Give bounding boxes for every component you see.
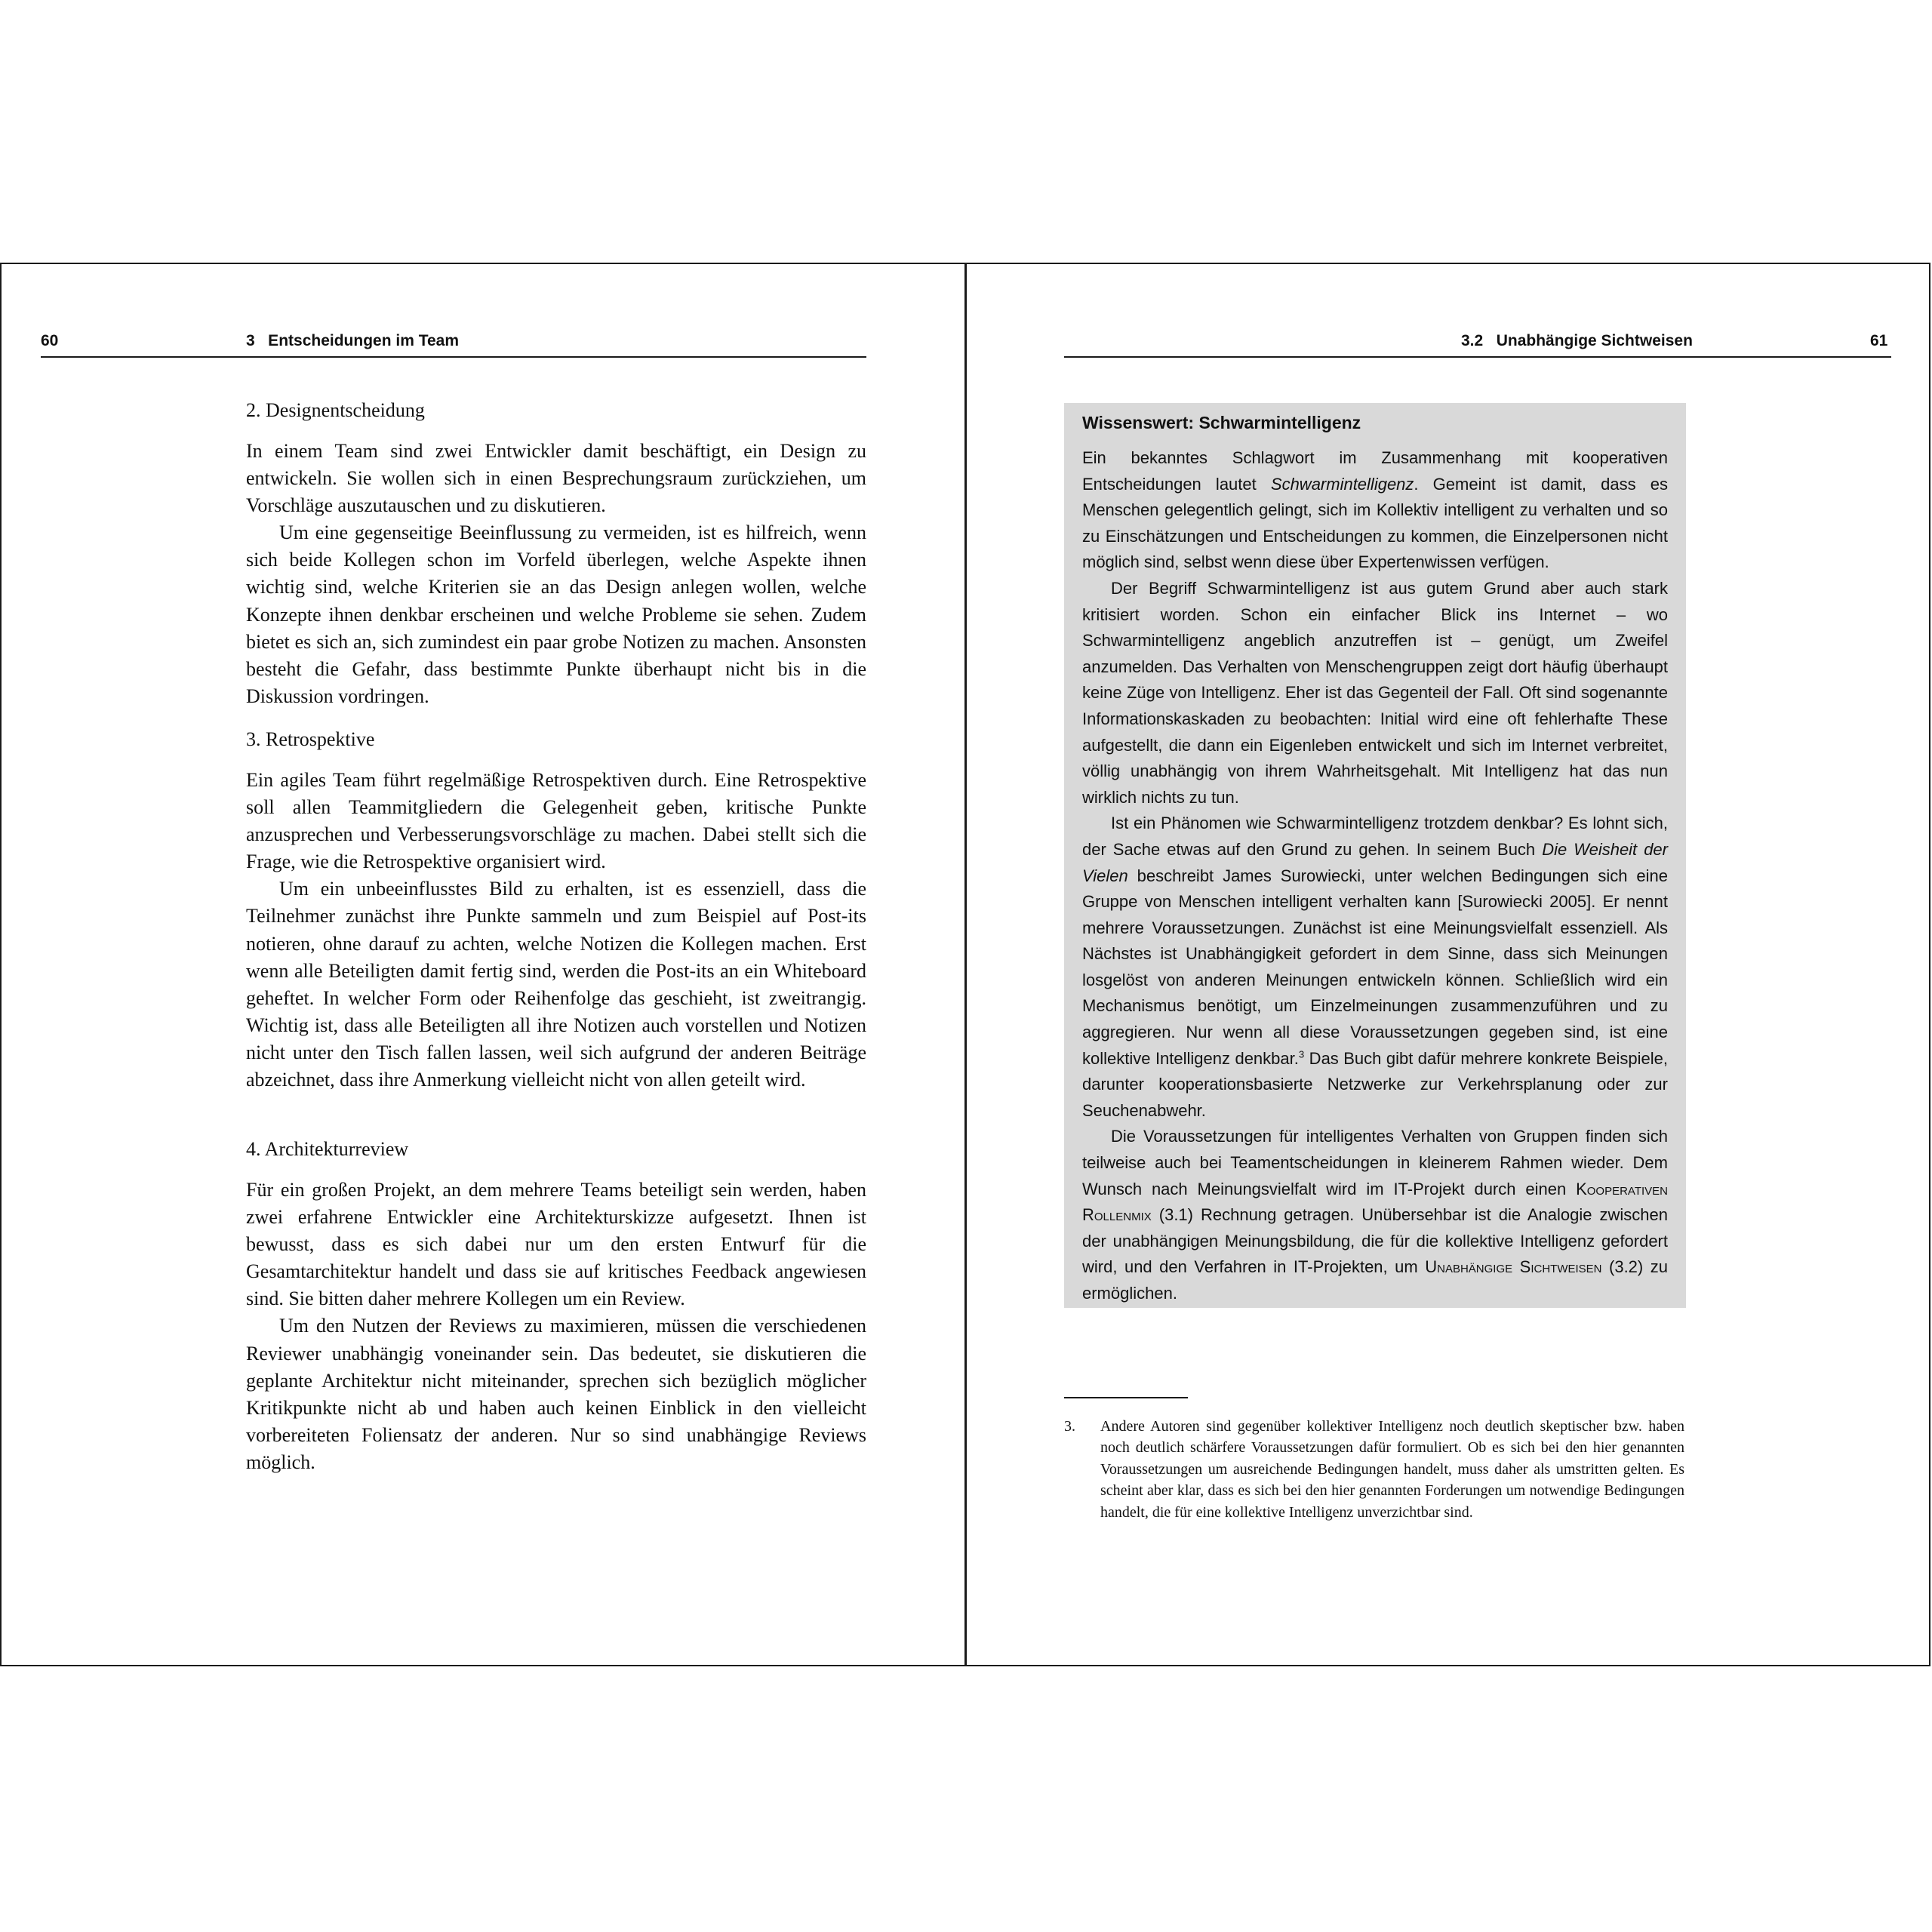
right-header-rule [1064, 356, 1891, 358]
left-running-head: 3 Entscheidungen im Team [246, 332, 460, 349]
paragraph: Ein agiles Team führt regelmäßige Retrospektiven durch. Eine Retrospektive soll allen Teammitgliedern die Gelegenheit geben, kritische Punkte anzusprechen und Verbesserungsvorschläge zu machen. Dabei stellt sich die Frage, wie die Retrospektive organisiert wird. [246, 769, 866, 873]
info-box-paragraph: Ein bekanntes Schlagwort im Zusammenhang mit kooperativen Entscheidungen lautet Schwarmintelligenz. Gemeint ist damit, dass es Menschen gelegentlich gelingt, sich im Kollektiv intelligent zu verhalten und so zu Einschätzungen und Entscheidungen zu kommen, die Einzelpersonen nicht möglich sind, selbst wenn diese über Expertenwissen verfügen. [1082, 448, 1668, 572]
section-architekturreview-body [246, 1177, 866, 1476]
footnote-number: 3. [1064, 1418, 1075, 1435]
paragraph: Für ein großen Projekt, an dem mehrere Teams beteiligt sein werden, haben zwei erfahrene Entwickler eine Architekturskizze aufgesetzt. Ihnen ist bewusst, dass es sich dabei nur um den ersten Entwurf für die Gesamtarchitektur handelt und dass sie auf kritisches Feedback angewiesen sind. Sie bitten daher mehrere Kollegen um ein Review. [246, 1179, 866, 1310]
paragraph: Um ein unbeeinflusstes Bild zu erhalten, ist es essenziell, dass die Teilnehmer zunächst ihre Punkte sammeln und zum Beispiel auf Post-its notieren, ohne darauf zu achten, welche Notizen die Kollegen machen. Erst wenn alle Beteiligten damit fertig sind, werden die Post-its an ein Whiteboard geheftet. In welcher Form oder Reihenfolge das geschieht, ist zweitrangig. Wichtig ist, dass alle Beteiligten all ihre Notizen auch vorstellen und Notizen nicht unter den Tisch fallen lassen, weil sich aufgrund der anderen Beiträge abzeichnet, dass ihre Anmerkung vielleicht nicht von allen geteilt wird. [246, 878, 866, 1091]
section-title-designentscheidung: 2. Designentscheidung [246, 399, 425, 421]
pattern-reference: Kooperativen Rollenmix [1082, 1179, 1668, 1225]
info-box-paragraph: Ist ein Phänomen wie Schwarmintelligenz trotzdem denkbar? Es lohnt sich, der Sache etwas auf den Grund zu gehen. In seinem Buch Die Weisheit der Vielen beschreibt James Surowiecki, unter welchen Bedingungen sich eine Gruppe von Menschen intelligent verhalten kann [Surowiecki 2005]. Er nennt mehrere Voraussetzungen. Zunächst ist eine Meinungsvielfalt essenziell. Als Nächstes ist Unabhängigkeit gefordert in dem Sinne, dass sich Meinungen losgelöst von anderen Meinungen entwickeln können. Schließlich wird ein Mechanismus benötigt, um Einzelmeinungen zusammenzuführen und zu aggregieren. Nur wenn all diese Voraussetzungen gegeben sind, ist eine kollektive Intelligenz denkbar.$^3$ Das Buch gibt dafür mehrere konkrete Beispiele, darunter kooperationsbasierte Netzwerke zur Verkehrsplanung oder zur Seuchenabwehr. [1082, 814, 1669, 1120]
paragraph: Um den Nutzen der Reviews zu maximieren, müssen die verschiedenen Reviewer unabhängig voneinander sein. Das bedeutet, sie diskutieren die geplante Architektur nicht miteinander, sprechen sich bezüglich möglicher Kritikpunkte nicht ab und haben auch keinen Einblick in den vielleicht vorbereiteten Foliensatz der anderen. Nur so sind unabhängige Reviews möglich. [246, 1315, 866, 1473]
info-box-paragraph: Der Begriff Schwarmintelligenz ist aus gutem Grund aber auch stark kritisiert worden. Schon ein einfacher Blick ins Internet – wo Schwarmintelligenz angeblich anzutreffen ist – genügt, um Zweifel anzumelden. Das Verhalten von Menschengruppen zeigt dort häufig überhaupt keine Züge von Intelligenz. Eher ist das Gegenteil der Fall. Oft sind sogenannte Informationskaskaden zu beobachten: Initial wird eine oft fehlerhafte These aufgestellt, die dann ein Eigenleben entwickelt und sich im Internet verbreitet, völlig unabhängig von ihrem Wahrheitsgehalt. Mit Intelligenz hat das nun wirklich nichts zu tun. [1082, 578, 1668, 807]
info-box-paragraph: Die Voraussetzungen für intelligentes Verhalten von Gruppen finden sich teilweise auch bei Teamentscheidungen in kleinerem Rahmen wieder. Dem Wunsch nach Meinungsvielfalt wird im IT-Projekt durch einen Kooperativen Rollenmix (3.1) Rechnung getragen. Unübersehbar ist die Analogie zwischen der unabhängigen Meinungsbildung, die für die kollektive Intelligenz gefordert wird, und den Verfahren in IT-Projekten, um Unabhängige Sichtweisen (3.2) zu ermöglichen. [1082, 1127, 1668, 1303]
pattern-reference: Unabhängige Sichtweisen [1425, 1257, 1602, 1277]
paragraph: In einem Team sind zwei Entwickler damit beschäftigt, ein Design zu entwickeln. Sie wollen sich in einen Besprechungsraum zurückziehen, um Vorschläge auszutauschen und zu diskutieren. [246, 440, 866, 517]
paragraph: Um eine gegenseitige Beeinflussung zu vermeiden, ist es hilfreich, wenn sich beide Kollegen schon im Vorfeld überlegen, welche Aspekte ihnen wichtig sind, welche Kriterien sie an das Design anlegen wollen, welche Konzepte ihnen denkbar erscheinen und welche Probleme sie sehen. Zudem bietet es sich an, sich zumindest ein paar grobe Notizen zu machen. Ansonsten besteht die Gefahr, dass bestimmte Punkte überhaupt nicht bis in die Diskussion vordringen. [246, 521, 866, 707]
left-header-rule [41, 356, 866, 358]
footnote-text: Andere Autoren sind gegenüber kollektiver Intelligenz noch deutlich skeptischer bzw. haben noch deutlich schärfere Voraussetzungen dafür formuliert. Ob es sich bei den hier genannten Voraussetzungen um ausreichende Bedingungen handelt, muss daher als umstritten gelten. Es scheint aber klar, dass es sich bei den hier genannten Forderungen um notwendige Bedingungen handelt, die für eine kollektive Intelligenz unverzichtbar sind. [1100, 1418, 1684, 1521]
section-designentscheidung-body [246, 438, 866, 710]
info-box-schwarmintelligenz [1064, 403, 1686, 1308]
page-gutter [964, 263, 967, 1666]
section-retrospektive-body [246, 767, 866, 1094]
info-box-title: Wissenswert: Schwarmintelligenz [1082, 413, 1361, 432]
section-title-architekturreview: 4. Architekturreview [246, 1138, 409, 1160]
footnote-reference: 3 [1298, 1048, 1305, 1060]
footnote-separator [1064, 1397, 1188, 1398]
footnote [1064, 1416, 1684, 1523]
right-page-number: 61 [1870, 332, 1888, 349]
left-page-number: 60 [41, 332, 59, 349]
right-running-head: 3.2 Unabhängige Sichtweisen [1461, 332, 1693, 349]
section-title-retrospektive: 3. Retrospektive [246, 728, 375, 750]
